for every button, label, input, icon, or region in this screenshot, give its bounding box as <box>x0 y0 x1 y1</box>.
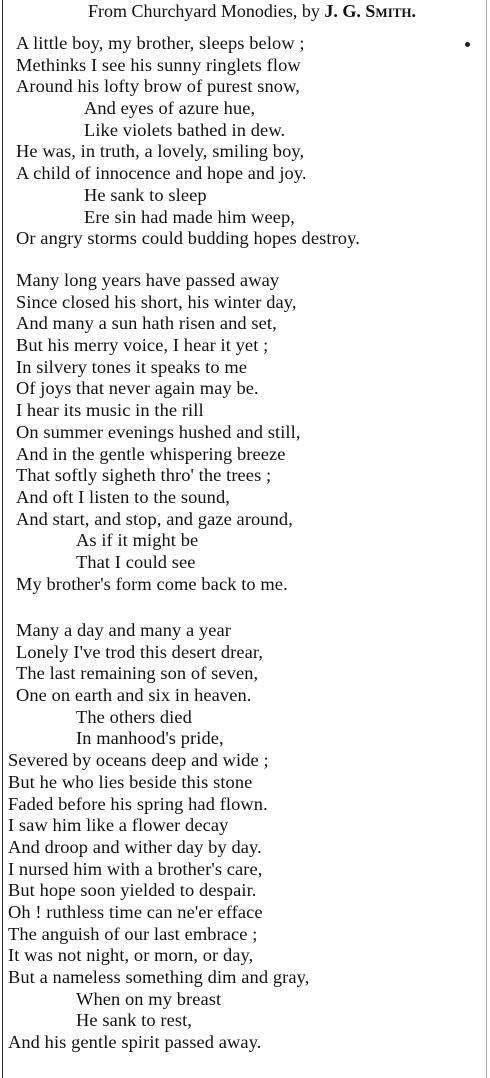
poem-line: My brother's form come back to me. <box>16 573 288 594</box>
poem-line: Lonely I've trod this desert drear, <box>16 641 264 662</box>
poem-line: Like violets bathed in dew. <box>84 119 286 140</box>
poem-line: The others died <box>76 706 192 727</box>
poem-line: Ere sin had made him weep, <box>84 206 295 227</box>
poem-line: One on earth and six in heaven. <box>16 685 252 706</box>
poem-line: The last remaining son of seven, <box>16 663 259 684</box>
poem-line: Many a day and many a year <box>16 620 232 640</box>
stanza-1 <box>0 33 490 250</box>
poem-line: That I could see <box>76 551 196 572</box>
poem-line: In manhood's pride, <box>76 728 224 749</box>
poem-line: And droop and wither day by day. <box>8 836 262 857</box>
poem-line: On summer evenings hushed and still, <box>16 421 301 442</box>
poem-line: Severed by oceans deep and wide ; <box>8 750 269 771</box>
poem-line: And his gentle spirit passed away. <box>8 1032 262 1053</box>
heading-author: J. G. Smith. <box>324 1 417 21</box>
poem-line: But hope soon yielded to despair. <box>8 880 257 901</box>
poem-line: It was not night, or morn, or day, <box>8 945 254 966</box>
poem-line: And in the gentle whispering breeze <box>16 443 286 464</box>
poem-line: The anguish of our last embrace ; <box>8 923 258 944</box>
poem-line: He sank to sleep <box>84 184 207 205</box>
poem-line: Methinks I see his sunny ringlets flow <box>16 54 301 75</box>
poem-line: I hear its music in the rill <box>16 400 204 421</box>
poem-line: I saw him like a flower decay <box>8 815 229 836</box>
stanza-3 <box>0 620 490 1054</box>
poem-line: I nursed him with a brother's care, <box>8 858 263 879</box>
poem-line: Around his lofty brow of purest snow, <box>16 76 300 97</box>
poem-line: A child of innocence and hope and joy. <box>16 163 307 184</box>
stanza-2 <box>0 270 490 595</box>
poem-line: And many a sun hath risen and set, <box>16 313 277 334</box>
poem-line: Oh ! ruthless time can ne'er efface <box>8 901 263 922</box>
poem-line: As if it might be <box>76 530 199 551</box>
poem-line: And eyes of azure hue, <box>84 98 256 119</box>
poem-line: He was, in truth, a lovely, smiling boy, <box>16 141 305 162</box>
poem-line: Of joys that never again may be. <box>16 378 259 399</box>
poem-heading <box>0 0 490 26</box>
poem-line: But a nameless something dim and gray, <box>8 967 310 987</box>
poem-line: But his merry voice, I hear it yet ; <box>16 335 269 356</box>
heading-source: From Churchyard Monodies, by <box>87 1 325 21</box>
poem-line: Many long years have passed away <box>16 270 280 290</box>
poem-line: In silvery tones it speaks to me <box>16 356 247 377</box>
poem-line: And oft I listen to the sound, <box>16 486 230 507</box>
poem-line: He sank to rest, <box>76 1010 193 1031</box>
poem-line: When on my breast <box>76 988 222 1009</box>
poem-line: A little boy, my brother, sleeps below ; <box>16 33 305 53</box>
poem-line: And start, and stop, and gaze around, <box>16 508 293 529</box>
poem-line: Faded before his spring had flown. <box>8 793 268 814</box>
poem-line: That softly sigheth thro' the trees ; <box>16 465 272 486</box>
poem-line: But he who lies beside this stone <box>8 771 253 792</box>
poem-line: Since closed his short, his winter day, <box>16 291 297 312</box>
poem-line: Or angry storms could budding hopes destroy. <box>16 228 360 249</box>
